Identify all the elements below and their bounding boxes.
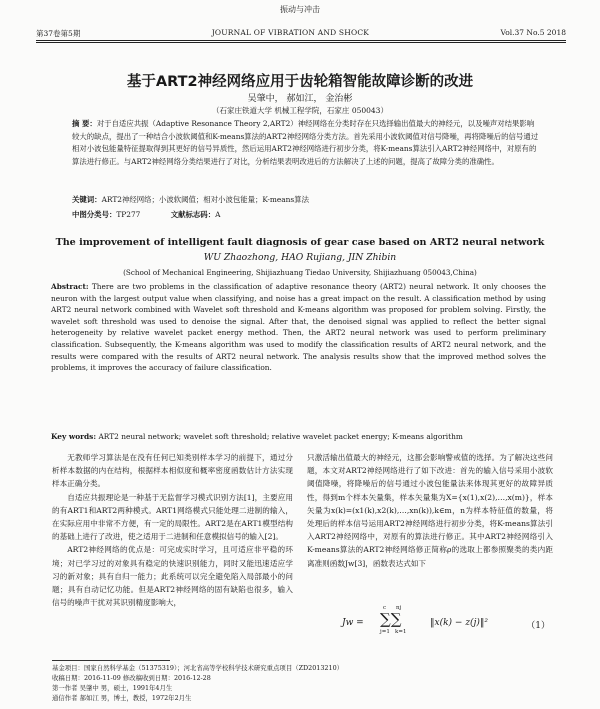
journal-masthead: 振动与冲击 [280, 5, 320, 14]
running-header [36, 28, 566, 39]
article-title-en: The improvement of intelligent fault diagnosis of gear case based on ART2 neural network [55, 237, 545, 248]
volume-cn: 第37卷第5期 [36, 29, 81, 38]
footnote-rule [52, 660, 170, 661]
journal-name-en: JOURNAL OF VIBRATION AND SHOCK [211, 28, 370, 37]
affiliation-en: (School of Mechanical Engineering, Shijiazhuang Tiedao University, Shijiazhuang 050043,China) [123, 268, 477, 277]
equation-number: （1） [526, 621, 550, 631]
authors-en: WU Zhaozhong, HAO Rujiang, JIN Zhibin [203, 252, 397, 263]
equation-lhs: Jw = [342, 618, 364, 628]
body-paragraph: 只激活输出值最大的神经元，这都会影响警戒值的选择。为了解决这些问题，本文对ART2神经网络进行了如下改进：首先的输入信号采用小波软阈值降噪，将降噪后的信号通过小波包能量法来体现其更好的故障异质性，得到m个样本矢量集，样本矢量集为X={x(1),x(2),…,x(m)}，样本矢量为x(k)=(x1(k),x2(k),…,xn(k)),k∈m，n为样本特征值的数量，将处理后的样本信号运用ART2神经网络进行初步分类，将K-means算法引入ART2神经网络中，对原有的算法进行修正。其中ART2神经网络引入K-means算法的ART2神经网络修正简称ρ的选取上都参照聚类的类内距离准则函数Jw[3]，函数表达式如下 [307, 453, 553, 568]
abstract-label-cn: 摘 要： [72, 119, 97, 128]
equation-1 [320, 605, 550, 637]
abstract-text-en: There are two problems in the classification of adaptive resonance theory (ART2) neural network. It only chooses the neuron with the largest output value when classifying, and noise has a great impact on the result. A classification method by using ART2 neural network combined with Wavelet soft threshold and K-means algorithm was proposed for problem solving. Firstly, the wavelet soft threshold was used to denoise the signal. After that, the denoised signal was applied to reflect the better signal heterogeneity by relative wavelet packet energy method. Then, the ART2 neural network was used to perform preliminary classification. Subsequently, the K-means algorithm was used to modify the classification results of ART2 neural network, and the results were compared with the results of ART2 neural network. The analysis results show that the improved method solves the problems, it improves the accuracy of failure classification. [51, 282, 546, 373]
header-rule-top [36, 40, 566, 41]
sum-inner-top: nj [396, 605, 402, 611]
sum-outer-bottom: j=1 [380, 629, 390, 635]
keywords-label-en: Key words: [51, 432, 97, 441]
doc-code-label: 文献标志码： [170, 210, 216, 219]
body-column-right [307, 451, 553, 570]
header-rule-bottom [36, 42, 566, 43]
body-paragraph: 无教师学习算法是在没有任何已知类别样本学习的前提下，通过分析样本数据的内在结构，根据样本相似度和概率密度函数估计方法实现样本正确分类。 [52, 453, 293, 489]
keywords-label-cn: 关键词： [72, 195, 102, 204]
clc-value: TP277 [116, 210, 141, 219]
doc-code-value: A [215, 210, 221, 219]
clc-label: 中图分类号： [72, 210, 117, 219]
keywords-text-en: ART2 neural network; wavelet soft threshold; relative wavelet packet energy; K-means algorithm [98, 432, 463, 441]
body-paragraph: ART2神经网络的优点是：可完成实时学习，且可适应非平稳的环境；对已学习过的对象具有稳定的快速识别能力，同时又能迅速适应学习的新对象；具有自归一能力；此系统可以完全避免陷入局部最小的问题；具有自动记忆功能。但是ART2神经网络的固有缺陷也很多，输入信号的噪声干扰对其识别精度影响大， [52, 545, 293, 608]
sum-outer-top: c [383, 605, 387, 611]
abstract-en [51, 281, 546, 374]
footnote-received: 收稿日期：2016-11-09 修改稿收到日期：2016-12-28 [52, 674, 211, 682]
abstract-label-en: Abstract: [51, 282, 89, 291]
authors-cn: 吴肇中， 郝如江， 金治彬 [247, 94, 353, 104]
classification-line [72, 209, 540, 220]
body-paragraph: 自适应共振理论是一种基于无监督学习模式识别方法[1]，主要应用的有ART1和ART2两种模式。ART1网络模式只能处理二进制的输入，在实际应用中非常不方便，有一定的局限性。ART2是在ART1模型结构的基础上进行了改进，使之适用于二进制和任意模拟信号的输入[2]。 [52, 492, 293, 542]
equation-term: ‖x(k) − z(j)‖² [430, 618, 488, 628]
volume-en: Vol.37 No.5 2018 [500, 28, 566, 37]
keywords-text-cn: ART2神经网络；小波软阈值；相对小波包能量；K-means算法 [101, 195, 310, 204]
affiliation-cn: （石家庄铁道大学 机械工程学院，石家庄 050043） [212, 106, 388, 115]
sum-inner-bottom: k=1 [395, 629, 407, 635]
sum-symbols: ∑∑ [380, 610, 402, 628]
footnote-first-author: 第一作者 吴肇中 男，硕士，1991年4月生 [52, 684, 173, 692]
footnote-corresponding-author: 通信作者 郝如江 男，博士，教授，1972年2月生 [52, 694, 192, 702]
keywords-cn [72, 194, 540, 205]
abstract-text-cn: 对于自适应共振（Adaptive Resonance Theory 2,ART2）神经网络在分类时存在只选择输出值最大的神经元，以及噪声对结果影响较大的缺点，提出了一种结合小波软阈值和K-means算法的ART2神经网络分类方法。首先采用小波软阈值对信号降噪，再将降噪后的信号通过相对小波包能量特征提取得到其更好的信号异质性，然后运用ART2神经网络进行初步分类，将K-means算法引入ART2神经网络中，对原有的算法进行修正。与ART2神经网络分类结果进行了对比，分析结果表明改进后的方法解决了上述的问题，提高了故障分类的准确性。 [72, 119, 539, 166]
footnote-funding: 基金项目：国家自然科学基金（51375319）；河北省高等学校科学技术研究重点项目（ZD2013210） [52, 664, 344, 672]
body-column-left [52, 451, 293, 609]
article-title-cn: 基于ART2神经网络应用于齿轮箱智能故障诊断的改进 [126, 74, 474, 90]
abstract-cn [72, 118, 540, 168]
keywords-en [51, 432, 546, 441]
